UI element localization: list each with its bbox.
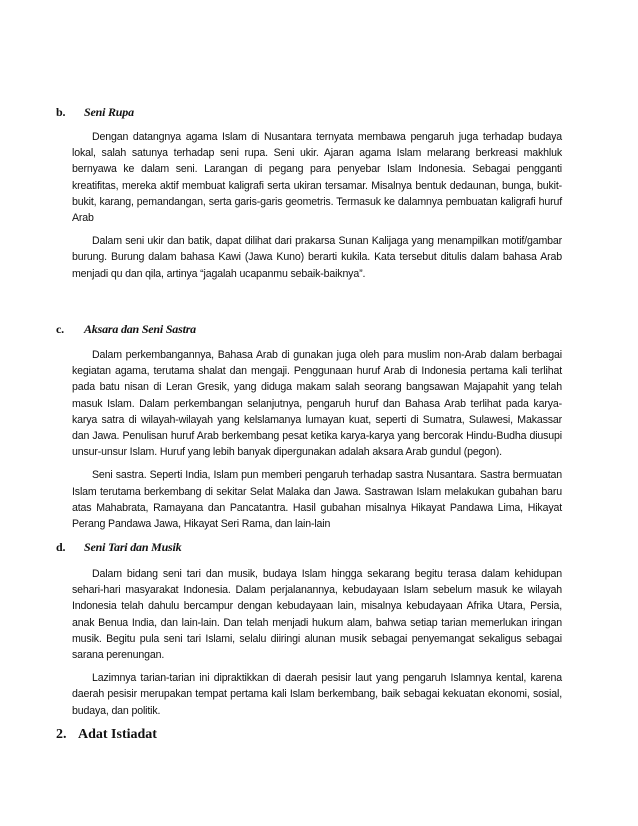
paragraph: Lazimnya tarian-tarian ini dipraktikkan di daerah pesisir laut yang pengaruh Islamnya kental, karena daerah pesisir merupakan tempat pertama kali Islam berkembang, baik sebagai kekuatan ekonomi, sosial, budaya, dan politik.	[72, 672, 562, 717]
paragraph: Dalam perkembangannya, Bahasa Arab di gunakan juga oleh para muslim non-Arab dalam berbagai kegiatan agama, terutama shalat dan mengaji. Penggunaan huruf Arab di Indonesia pertama kali terlihat pada batu nisan di Leran Gresik, yang diduga makam salah seorang bangsawan Majapahit yang telah masuk Islam. Dalam perkembangan selanjutnya, pengaruh huruf dan Bahasa Arab terlihat pada karya-karya satra di wilayah-wilayah yang kelslamanya lumayan kuat, seperti di Sumatra, Sulawesi, Makassar dan Jawa. Penulisan huruf Arab berkembang pesat ketika karya-karya yang bercorak Hindu-Budha diusupi unsur-unsur Islam. Huruf yang lebih banyak dipergunakan adalah aksara Arab gundul (pegon).	[72, 349, 562, 459]
heading-seni-tari-musik	[56, 540, 181, 555]
heading-adat-istiadat	[56, 727, 157, 743]
heading-title: Adat Istiadat	[78, 727, 157, 742]
paragraph: Dengan datangnya agama Islam di Nusantara ternyata membawa pengaruh juga terhadap budaya lokal, salah satunya terhadap seni rupa. Seni ukir. Ajaran agama Islam melarang berkreasi makhluk bernyawa ke dalam seni. Larangan di pegang para penyebar Islam Indonesia. Sebagai pengganti kreatifitas, mereka aktif membuat kaligrafi serta ukiran tersamar. Misalnya bentuk dedaunan, bunga, bukit-bukit, karang, pemandangan, serta garis-garis geometris. Termasuk ke dalamnya pembuatan kaligrafi huruf Arab	[72, 131, 562, 225]
heading-letter: b.	[56, 105, 66, 119]
heading-title: Seni Tari dan Musik	[84, 540, 182, 554]
heading-number: 2.	[56, 727, 67, 742]
heading-seni-rupa	[56, 105, 134, 120]
section-b-body	[72, 129, 562, 282]
paragraph: Seni sastra. Seperti India, Islam pun memberi pengaruh terhadap sastra Nusantara. Sastra bermuatan Islam terutama berkembang di sekitar Selat Malaka dan Jawa. Sastrawan Islam melakukan gubahan baru atas Mahabrata, Ramayana dan Pancatantra. Hasil gubahan misalnya Hikayat Pandawa Lima, Hikayat Perang Pandawa Jawa, Hikayat Seri Rama, dan lain-lain	[72, 469, 562, 531]
paragraph: Dalam seni ukir dan batik, dapat dilihat dari prakarsa Sunan Kalijaga yang menampilkan motif/gambar burung. Burung dalam bahasa Kawi (Jawa Kuno) berarti kukila. Kata tersebut ditulis dalam bahasa Arab menjadi qu dan qila, artinya “jagalah ucapanmu sebaik-baiknya”.	[72, 235, 562, 280]
paragraph: Dalam bidang seni tari dan musik, budaya Islam hingga sekarang begitu terasa dalam kehidupan sehari-hari masyarakat Indonesia. Dalam perjalanannya, kebudayaan Islam sebelum masuk ke wilayah Indonesia telah dahulu bercampur dengan kebudayaan lain, misalnya kebudayaan Afrika Utara, Persia, anak Benua India, dan lain-lain. Dan telah menjadi hukum alam, bahwa setiap tarian memerlukan iringan musik. Begitu pula seni tari Islami, selalu diiringi alunan musik sebagai penyemangat sekaligus sebagai sarana perenungan.	[72, 568, 562, 662]
heading-letter: d.	[56, 540, 66, 554]
heading-letter: c.	[56, 322, 64, 336]
heading-aksara-seni-sastra	[56, 322, 196, 337]
section-d-body	[72, 566, 562, 719]
heading-title: Seni Rupa	[84, 105, 134, 119]
heading-title: Aksara dan Seni Sastra	[84, 322, 196, 336]
section-c-body	[72, 347, 562, 532]
